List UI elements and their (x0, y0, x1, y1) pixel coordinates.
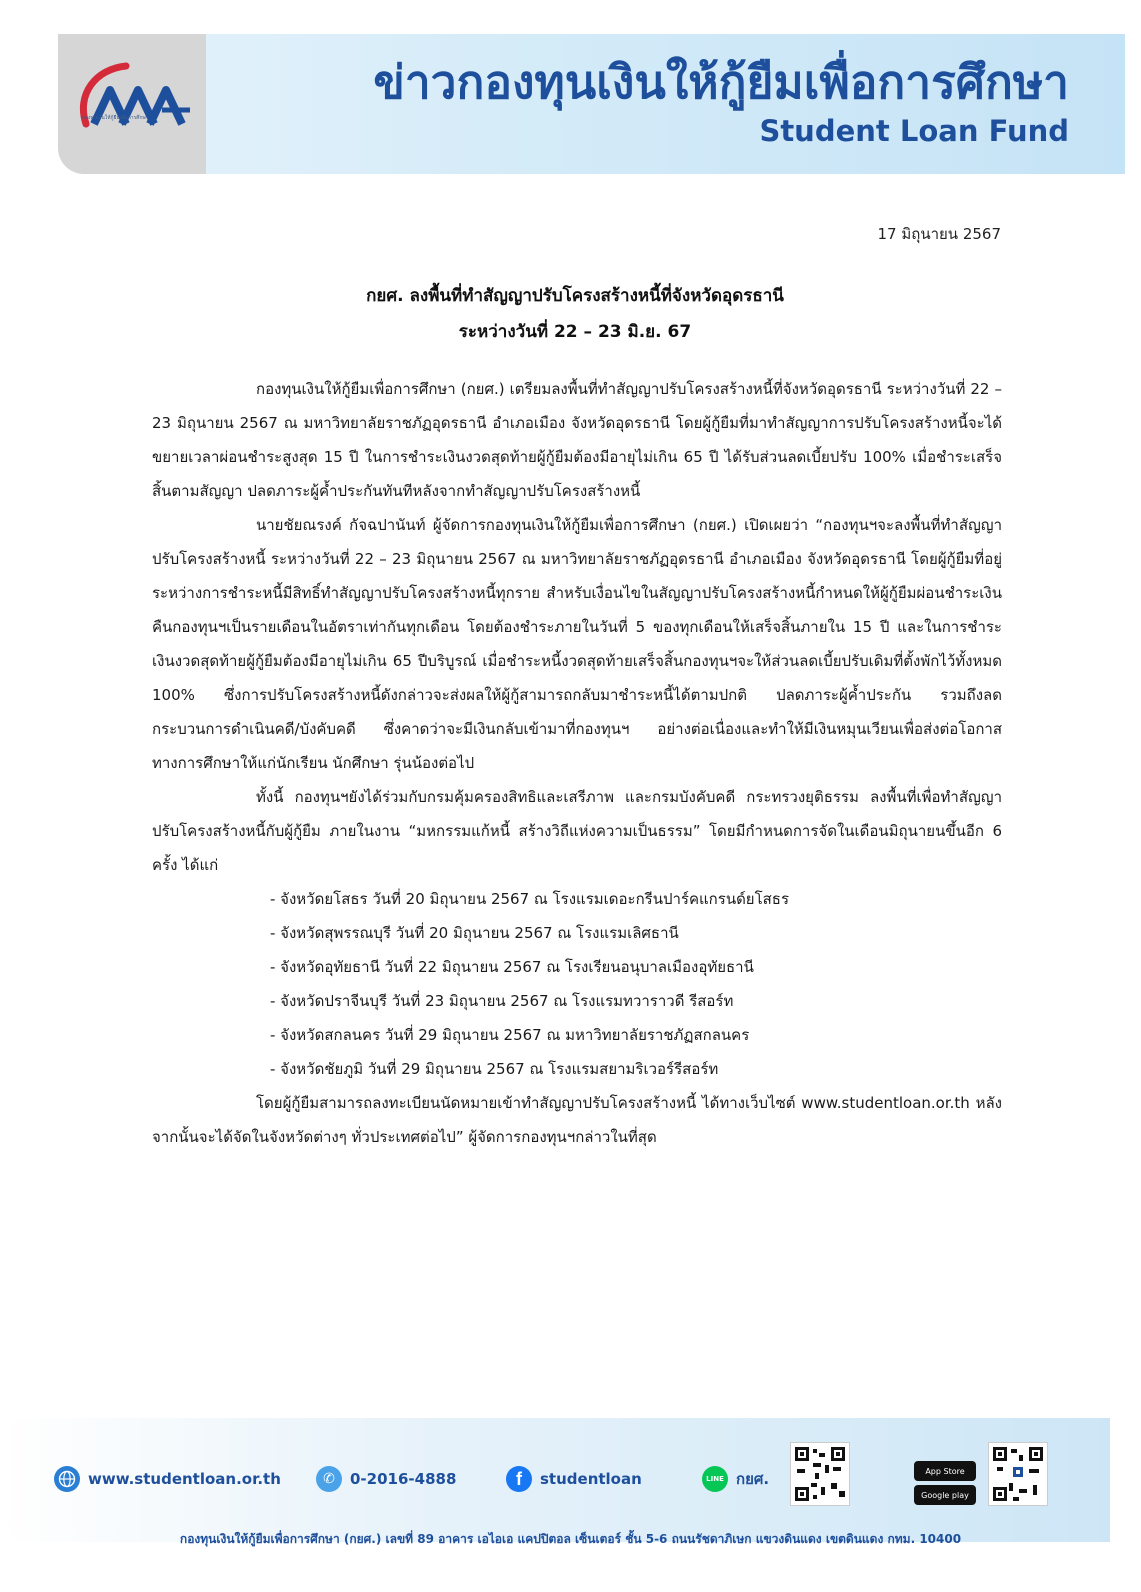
paragraph-3: ทั้งนี้ กองทุนฯยังได้ร่วมกับกรมคุ้มครองสิทธิและเสรีภาพ และกรมบังคับคดี กระทรวงยุติธรรม ลงพื้นที่เพื่อทำสัญญาปรับโครงสร้างหนี้กับผู้กู้ยืม ภายในงาน “มหกรรมแก้หนี้ สร้างวิถีแห่งความเป็นธรรม” โดยมีกำหนดการจัดในเดือนมิถุนายนขึ้นอีก 6 ครั้ง ได้แก่ (152, 788, 1002, 874)
paragraph-2: นายชัยณรงค์ กัจฉปานันท์ ผู้จัดการกองทุนเงินให้กู้ยืมเพื่อการศึกษา (กยศ.) เปิดเผยว่า “กองทุนฯจะลงพื้นที่ทำสัญญาปรับโครงสร้างหนี้ ระหว่างวันที่ 22 – 23 มิถุนายน 2567 ณ มหาวิทยาลัยราชภัฏอุดรธานี อำเภอเมือง จังหวัดอุดรธานี โดยผู้กู้ยืมที่อยู่ระหว่างการชำระหนี้มีสิทธิ์ทำสัญญาปรับโครงสร้างหนี้ทุกราย สำหรับเงื่อนไขในสัญญาปรับโครงสร้างหนี้กำหนดให้ผู้กู้ยืมผ่อนชำระเงินคืนกองทุนฯเป็นรายเดือนในอัตราเท่ากันทุกเดือน โดยต้องชำระภายในวันที่ 5 ของทุกเดือนให้เสร็จสิ้นภายใน 15 ปี และในการชำระเงินงวดสุดท้ายผู้กู้ยืมต้องมีอายุไม่เกิน 65 ปีบริบูรณ์ เมื่อชำระหนี้งวดสุดท้ายเสร็จสิ้นกองทุนฯจะให้ส่วนลดเบี้ยปรับเดิมที่ตั้งพักไว้ทั้งหมด 100% ซึ่งการปรับโครงสร้างหนี้ดังกล่าวจะส่งผลให้ผู้กู้สามารถกลับมาชำระหนี้ได้ตามปกติ ปลดภาระผู้ค้ำประกัน รวมถึงลดกระบวนการดำเนินคดี/บังคับคดี ซึ่งคาดว่าจะมีเงินกลับเข้ามาที่กองทุนฯ อย่างต่อเนื่องและทำให้มีเงินหมุนเวียนเพื่อส่งต่อโอกาสทางการศึกษาให้แก่นักเรียน นักศึกษา รุ่นน้องต่อไป (152, 516, 1002, 772)
list-item: - จังหวัดชัยภูมิ วันที่ 29 มิถุนายน 2567 ณ โรงแรมสยามริเวอร์รีสอร์ท (270, 1060, 719, 1078)
event-list (152, 882, 1002, 1086)
facebook-name[interactable]: studentloan (540, 1470, 642, 1488)
globe-icon (54, 1466, 80, 1492)
paragraph-1: กองทุนเงินให้กู้ยืมเพื่อการศึกษา (กยศ.) เตรียมลงพื้นที่ทำสัญญาปรับโครงสร้างหนี้ที่จังหวัดอุดรธานี ระหว่างวันที่ 22 – 23 มิถุนายน 2567 ณ มหาวิทยาลัยราชภัฏอุดรธานี อำเภอเมือง จังหวัดอุดรธานี โดยผู้กู้ยืมที่มาทำสัญญาการปรับโครงสร้างหนี้จะได้ขยายเวลาผ่อนชำระสูงสุด 15 ปี ในการชำระเงินงวดสุดท้ายผู้กู้ยืมต้องมีอายุไม่เกิน 65 ปี ได้รับส่วนลดเบี้ยปรับ 100% เมื่อชำระเสร็จสิ้นตามสัญญา ปลดภาระผู้ค้ำประกันทันทีหลังจากทำสัญญาปรับโครงสร้างหนี้ (152, 380, 1002, 500)
logo (58, 34, 206, 174)
news-date: 17 มิถุนายน 2567 (877, 225, 1001, 243)
headline-line2: ระหว่างวันที่ 22 – 23 มิ.ย. 67 (458, 322, 692, 342)
website-link[interactable]: www.studentloan.or.th (88, 1470, 281, 1488)
phone-icon: ✆ (316, 1466, 342, 1492)
list-item: - จังหวัดสุพรรณบุรี วันที่ 20 มิถุนายน 2567 ณ โรงแรมเลิศธานี (270, 924, 679, 942)
paragraph-4: โดยผู้กู้ยืมสามารถลงทะเบียนนัดหมายเข้าทำสัญญาปรับโครงสร้างหนี้ ได้ทางเว็บไซต์ www.studentloan.or.th หลังจากนั้นจะได้จัดในจังหวัดต่างๆ ทั่วประเทศต่อไป” ผู้จัดการกองทุนฯกล่าวในที่สุด (152, 1094, 1002, 1146)
phone-number[interactable]: 0-2016-4888 (350, 1470, 457, 1488)
footer-line[interactable] (702, 1466, 769, 1492)
list-item: - จังหวัดปราจีนบุรี วันที่ 23 มิถุนายน 2567 ณ โรงแรมทวาราวดี รีสอร์ท (270, 992, 734, 1010)
logo-caption: กองทุนเงินให้กู้ยืมเพื่อการศึกษา (82, 115, 149, 121)
line-icon: LINE (702, 1466, 728, 1492)
list-item: - จังหวัดอุทัยธานี วันที่ 22 มิถุนายน 2567 ณ โรงเรียนอนุบาลเมืองอุทัยธานี (270, 958, 754, 976)
qr-code-line[interactable] (790, 1442, 850, 1506)
footer-website[interactable] (54, 1466, 281, 1492)
headline-line1: กยศ. ลงพื้นที่ทำสัญญาปรับโครงสร้างหนี้ที่จังหวัดอุดรธานี (366, 286, 784, 306)
list-item: - จังหวัดสกลนคร วันที่ 29 มิถุนายน 2567 ณ มหาวิทยาลัยราชภัฏสกลนคร (270, 1026, 750, 1044)
facebook-icon: f (506, 1466, 532, 1492)
page-subtitle: Student Loan Fund (759, 114, 1069, 148)
page-title: ข่าวกองทุนเงินให้กู้ยืมเพื่อการศึกษา (373, 55, 1069, 109)
app-store-badge[interactable]: App Store (914, 1461, 976, 1481)
google-play-badge[interactable]: Google play (914, 1485, 976, 1505)
qr-code-app[interactable] (988, 1442, 1048, 1506)
footer-phone[interactable] (316, 1466, 456, 1492)
slf-logo-icon (66, 54, 198, 146)
article-body (152, 372, 1002, 1154)
line-id[interactable]: กยศ. (736, 1470, 770, 1488)
footer-address: กองทุนเงินให้กู้ยืมเพื่อการศึกษา (กยศ.) เลขที่ 89 อาคาร เอไอเอ แคปปิตอล เซ็นเตอร์ ชั้น 5-6 ถนนรัชดาภิเษก แขวงดินแดง เขตดินแดง กทม. 10400 (179, 1532, 962, 1546)
footer-facebook[interactable] (506, 1466, 642, 1492)
list-item: - จังหวัดยโสธร วันที่ 20 มิถุนายน 2567 ณ โรงแรมเดอะกรีนปาร์คแกรนด์ยโสธร (270, 890, 790, 908)
